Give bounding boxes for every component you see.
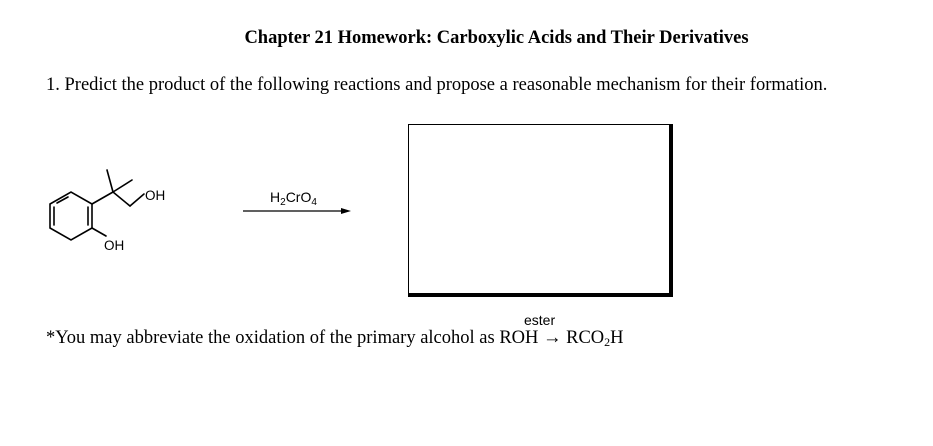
ring-double-bond bbox=[57, 197, 68, 203]
answer-box-caption: ester bbox=[524, 312, 556, 328]
starting-material-structure bbox=[40, 160, 200, 270]
footnote: *You may abbreviate the oxidation of the primary alcohol as ROH → $RCO_2H$ bbox=[46, 328, 624, 349]
reaction-arrow bbox=[243, 204, 355, 218]
question-text: 1. Predict the product of the following reactions and propose a reasonable mechanism for their formation. bbox=[46, 75, 828, 95]
answer-box[interactable] bbox=[408, 124, 673, 297]
page-title: Chapter 21 Homework: Carboxylic Acids and Their Derivatives bbox=[244, 28, 749, 48]
benzene-ring bbox=[50, 192, 92, 240]
oh-label-ring: OH bbox=[104, 238, 125, 253]
reagent-label: $H_2CrO_4$ bbox=[270, 189, 317, 208]
oh-label-chain: OH bbox=[145, 188, 166, 203]
